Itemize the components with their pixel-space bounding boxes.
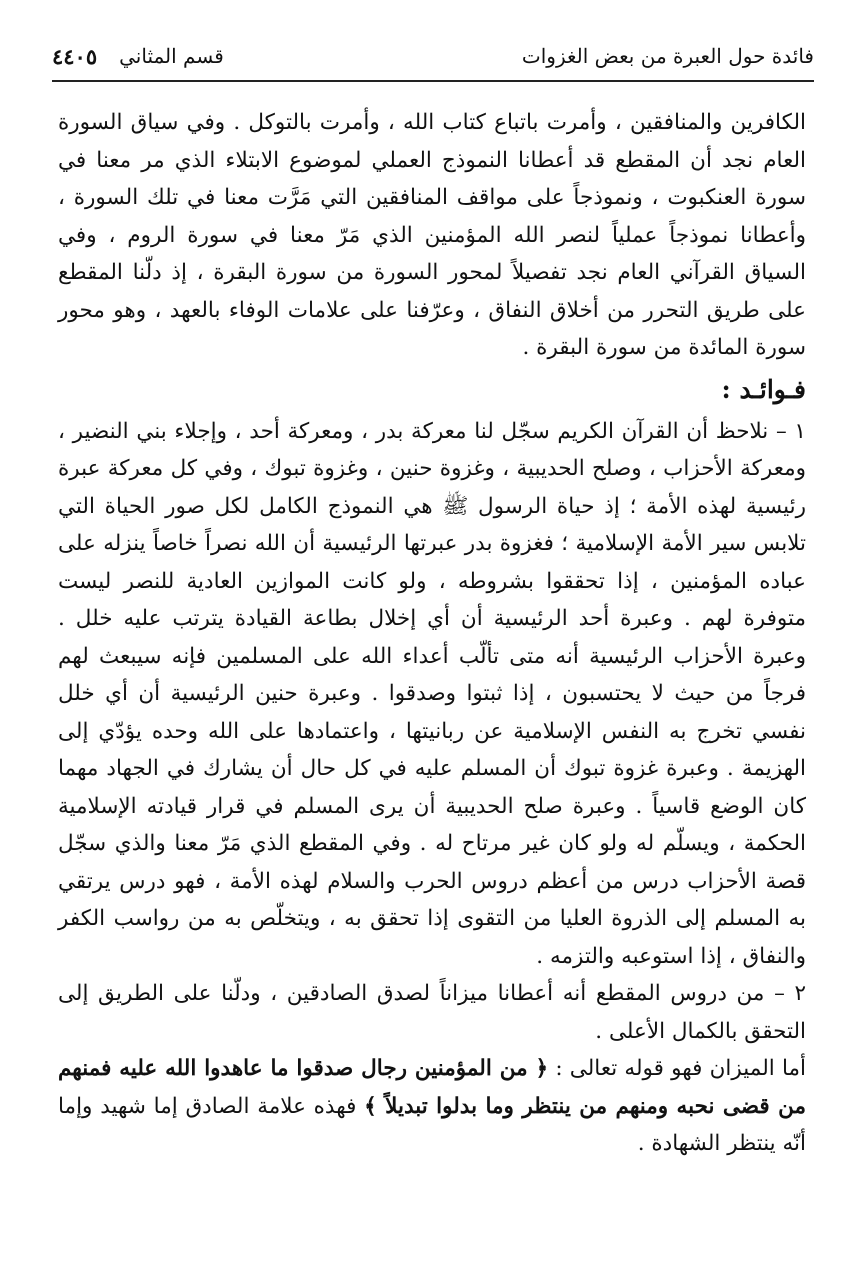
section-label: قسم المثاني [119,44,224,68]
item-number: ٢ – [774,981,807,1006]
item-text: من دروس المقطع أنه أعطانا ميزاناً لصدق الصادقين ، ودلّنا على الطريق إلى التحقق بالكمال الأعلى . [58,981,806,1044]
benefits-heading: فـوائـد : [721,374,806,404]
header-left-group [52,44,224,69]
quote-tail: فهذه علامة الصادق إما شهيد وإما أنّه ينتظر الشهادة . [58,1093,806,1156]
page-body [58,104,806,1163]
item-text: نلاحظ أن القرآن الكريم سجّل لنا معركة بدر ، ومعركة أحد ، وإجلاء بني النضير ، ومعركة الأحزاب ، وصلح الحديبية ، وغزوة حنين ، وغزوة تبوك ، وفي كل معركة عبرة رئيسية لهذه الأمة ؛ إذ حياة الرسول ﷺ هي النموذج الكامل لكل صور الحياة التي تلابس سير الأمة الإسلامية ؛ فغزوة بدر عبرتها الرئيسية أن الله نصراً خاصاً ينزله على عباده المؤمنين ، إذا تحققوا بشروطه ، ولو كانت الموازين العادية للنصر ليست متوفرة لهم . وعبرة أحد الرئيسية أن أي إخلال بطاعة القيادة يترتب عليه خلل . وعبرة الأحزاب الرئيسية أنه متى تألّب أعداء الله على المسلمين فإنه سيبعث لهم فرجاً من حيث لا يحتسبون ، إذا ثبتوا وصدقوا . وعبرة حنين الرئيسية أن أي خلل نفسي تخرج به النفس الإسلامية عن ربانيتها ، واعتمادها على الله وحده يؤدّي إلى الهزيمة . وعبرة غزوة تبوك أن المسلم عليه في كل حال أن يشارك في الجهاد مهما كان الوضع قاسياً . وعبرة صلح الحديبية أن يرى المسلم في قرار قيادته الإسلامية الحكمة ، ويسلّم له ولو كان غير مرتاح له . وفي المقطع الذي مَرّ معنا والذي سجّل قصة الأحزاب درس من أعظم دروس الحرب والسلام لهذه الأمة ، فهو درس يرتقي به المسلم إلى الذروة العليا من التقوى إذا تحقق به ، ويتخلّص به من رواسب الكفر والنفاق ، إذا استوعبه والتزمه . [58,418,806,969]
page-header [52,36,814,76]
benefit-item-2 [58,975,806,1050]
quote-lead: أما الميزان فهو قوله تعالى : [548,1056,806,1081]
item-number: ١ – [775,418,806,444]
intro-paragraph: الكافرين والمنافقين ، وأمرت باتباع كتاب الله ، وأمرت بالتوكل . وفي سياق السورة العام نجد أن المقطع قد أعطانا النموذج العملي لموضوع الابتلاء الذي مر معنا في سورة العنكبوت ، ونموذجاً على مواقف المنافقين التي مَرَّت معنا في تلك السورة ، وأعطانا نموذجاً عملياً لنصر الله المؤمنين الذي مَرّ معنا في سورة الروم ، وفي السياق القرآني العام نجد تفصيلاً لمحور السورة من سورة البقرة ، إذ دلّنا المقطع على طريق التحرر من أخلاق النفاق ، وعرّفنا على علامات الوفاء بالعهد ، وهو محور سورة المائدة من سورة البقرة . [58,110,806,360]
quran-verse: ﴿ من المؤمنين رجال صدقوا ما عاهدوا الله عليه فمنهم من قضى نحبه ومنهم من ينتظر وما بدلوا تبديلاً ﴾ [58,1056,806,1119]
chapter-title: فائدة حول العبرة من بعض الغزوات [521,44,814,68]
page-number: ٤٤٠٥ [52,43,98,69]
benefit-item-1 [58,413,806,976]
header-divider [52,80,814,82]
quote-paragraph [58,1050,806,1163]
